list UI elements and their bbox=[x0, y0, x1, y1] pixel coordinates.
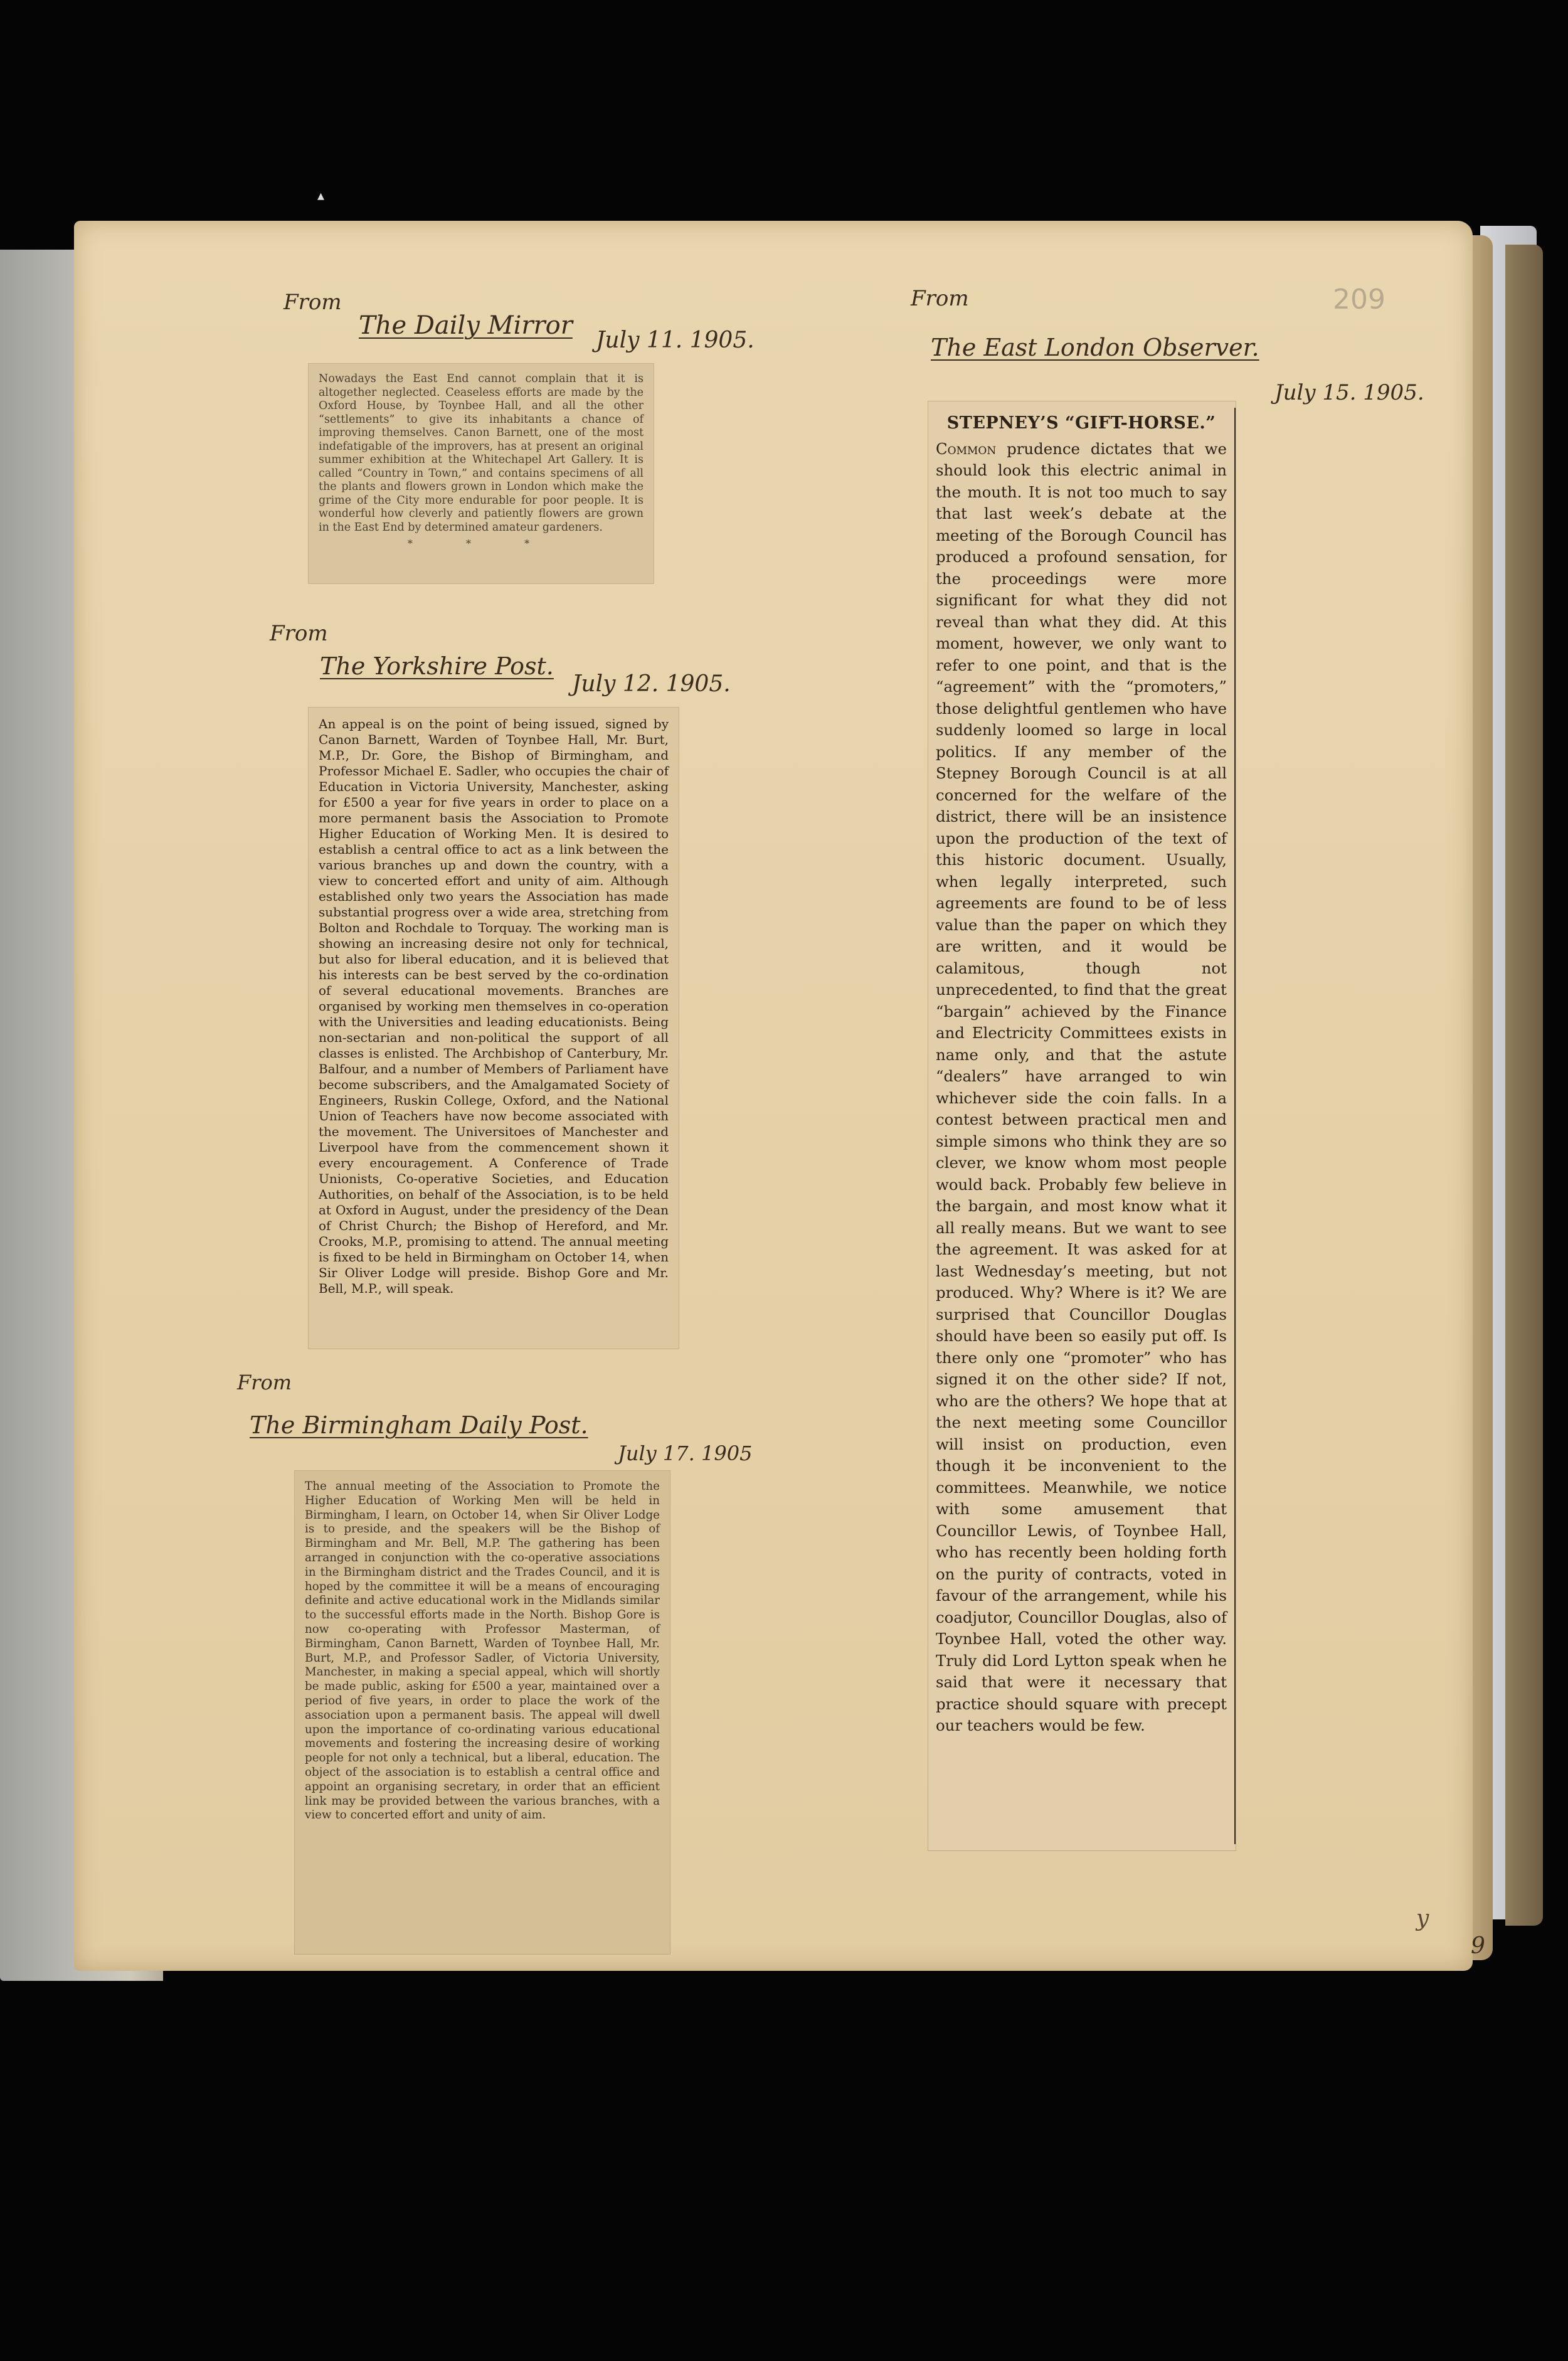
mirror-from-label: From bbox=[283, 290, 342, 315]
birmingham-clipping bbox=[295, 1471, 670, 1954]
edge-mark: 9 bbox=[1471, 1933, 1485, 1959]
yorkshire-clipping-text: An appeal is on the point of being issued, signed by Canon Barnett, Warden of Toynbee Hall, Mr. Burt, M.P., Dr. Gore, the Bishop of Birmingham, and Professor Michael E. Sadler, who occupies the chair of Education in Victoria University, Manchester, asking for £500 a year for five years in order to place on a more permanent basis the Association to Promote Higher Education of Working Men. It is desired to establish a central office to act as a link between the various branches up and down the country, with a view to concerted effort and unity of aim. Although established only two years the Association has made substantial progress over a wide area, stretching from Bolton and Rochdale to Torquay. The working man is showing an increasing desire not only for technical, but also for liberal education, and it is believed that his interests can be best served by the co-ordination of several educational movements. Branches are organised by working men themselves in co-operation with the Universities and leading educationists. Being non-sectarian and non-political the support of all classes is enlisted. The Archbishop of Canterbury, Mr. Balfour, and a number of Members of Parliament have become subscribers, and the Amalgamated Society of Engineers, Ruskin College, Oxford, and the National Union of Teachers have now become associated with the movement. The Universitoes of Manchester and Liverpool have from the commencement shown it every encouragement. A Conference of Trade Unionists, Co-operative Societies, and Education Authorities, on behalf of the Association, is to be held at Oxford in August, under the presidency of the Dean of Christ Church; the Bishop of Hereford, and Mr. Crooks, M.P., promising to attend. The annual meeting is fixed to be held in Birmingham on October 14, when Sir Oliver Lodge will preside. Bishop Gore and Mr. Bell, M.P., will speak. bbox=[319, 716, 669, 1296]
observer-clipping-text: prudence dictates that we should look this electric animal in the mouth. It is not too much to say that last week’s debate at the meeting of the Borough Council has produced a profound sensation, for the proceedings were more significant for what they did not reveal than what they did. At this moment, however, we only want to refer to one point, and that is the “agreement” with the “promoters,” those delightful gentlemen who have suddenly loomed so large in local politics. If any member of the Stepney Borough Council is at all concerned for the welfare of the district, there will be an insistence upon the production of the text of this historic document. Usually, when legally interpreted, such agreements are found to be of less value than the paper on which they are written, and it would be calamitous, though not unprecedented, to find that the great “bargain” achieved by the Finance and Electricity Committees exists in name only, and that the astute “dealers” have arranged to win whichever side the coin falls. In a contest between practical men and simple simons who think they are so clever, we know whom most people would back. Probably few believe in the bargain, and most know what it all really means. But we want to see the agreement. It was asked for at last Wednesday’s meeting, but not produced. Why? Where is it? We are surprised that Councillor Douglas should have been so easily put off. Is there only one “promoter” who has signed it on the other side? If not, who are the others? We hope that at the next meeting some Councillor will insist on production, even though it be inconvenient to the committees. Meanwhile, we notice with some amusement that Councillor Lewis, of Toynbee Hall, who has recently been holding forth on the purity of contracts, voted in favour of the arrangement, while his coadjutor, Councillor Douglas, also of Toynbee Hall, voted the other way. Truly did Lord Lytton speak when he said that were it necessary that practice should square with precept our teachers would be few. bbox=[936, 439, 1227, 1734]
mirror-section-stars: * * * bbox=[407, 538, 555, 549]
observer-clipping bbox=[928, 401, 1236, 1850]
birmingham-date: July 17. 1905 bbox=[618, 1441, 753, 1465]
yorkshire-date: July 12. 1905. bbox=[572, 671, 731, 697]
observer-clipping-body bbox=[936, 438, 1227, 1737]
mirror-date: July 11. 1905. bbox=[596, 327, 755, 353]
yorkshire-from-label: From bbox=[270, 621, 328, 646]
stray-mark: ▴ bbox=[317, 188, 325, 204]
birmingham-source: The Birmingham Daily Post. bbox=[250, 1411, 588, 1439]
mirror-clipping-text: Nowadays the East End cannot complain that it is altogether neglected. Ceaseless efforts are made by the Oxford House, by Toynbee Hall, and all the other “settlements” to give its inhabitants a chance of improving themselves. Canon Barnett, one of the most indefatigable of the improvers, has at present an original summer exhibition at the Whitechapel Art Gallery. It is called “Country in Town,” and contains specimens of all the plants and flowers grown in London which make the grime of the City more endurable for poor people. It is wonderful how cleverly and patiently flowers are grown in the East End by determined amateur gardeners. bbox=[319, 373, 644, 534]
observer-lead-word: Common bbox=[936, 439, 997, 458]
birmingham-clipping-text: The annual meeting of the Association to Promote the Higher Education of Working Men will be held in Birmingham, I learn, on October 14, when Sir Oliver Lodge is to preside, and the speakers will be the Bishop of Birmingham and Mr. Bell, M.P. The gathering has been arranged in conjunction with the co-operative associations in the Birmingham district and the Trades Council, and it is hoped by the committee it will be a means of encouraging definite and active educational work in the Midlands similar to the successful efforts made in the North. Bishop Gore is now co-operating with Professor Masterman, of Birmingham, Canon Barnett, Warden of Toynbee Hall, Mr. Burt, M.P., and Professor Sadler, of Victoria University, Manchester, in making a special appeal, which will shortly be made public, asking for £500 a year, maintained over a period of five years, in order to place the work of the association upon a permanent basis. The appeal will dwell upon the importance of co-ordinating various educational movements and fostering the increasing desire of working people for not only a technical, but a liberal, education. The object of the association is to establish a central office and appoint an organising secretary, in order that an efficient link may be provided between the various branches, with a view to concerted effort and unity of aim. bbox=[305, 1480, 660, 1822]
page-stack-edge bbox=[1505, 245, 1543, 1926]
scrapbook-page bbox=[74, 221, 1473, 1971]
observer-date: July 15. 1905. bbox=[1274, 380, 1424, 405]
observer-margin-line bbox=[1234, 408, 1236, 1844]
yorkshire-source: The Yorkshire Post. bbox=[320, 652, 554, 680]
observer-source: The East London Observer. bbox=[931, 334, 1259, 361]
corner-mark: y bbox=[1416, 1906, 1429, 1931]
observer-from-label: From bbox=[911, 286, 969, 311]
yorkshire-clipping bbox=[309, 708, 679, 1349]
page-number: 209 bbox=[1333, 284, 1385, 316]
observer-headline: STEPNEY’S “GIFT-HORSE.” bbox=[946, 413, 1216, 433]
birmingham-from-label: From bbox=[237, 1371, 292, 1394]
mirror-clipping bbox=[309, 364, 654, 583]
mirror-source: The Daily Mirror bbox=[359, 311, 573, 340]
